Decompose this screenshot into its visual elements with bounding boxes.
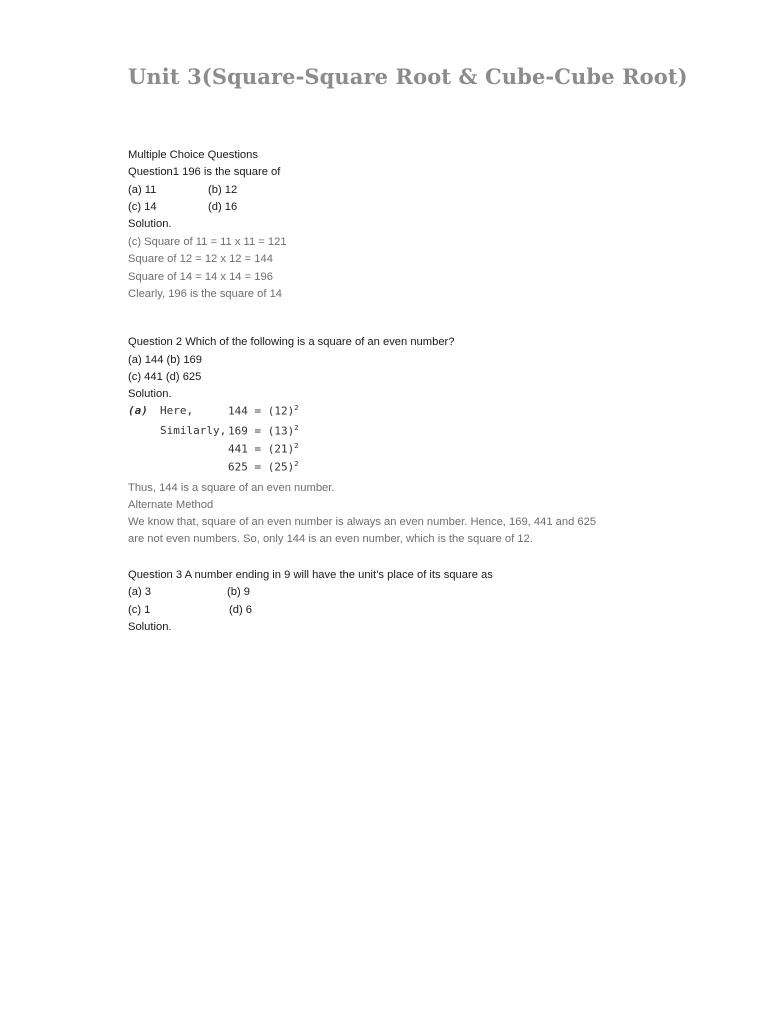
option-d: (d) 6 bbox=[229, 604, 253, 616]
question-1-text: Question1 196 is the square of bbox=[128, 166, 281, 178]
figure-equation-4: $625 = (25)^2$ bbox=[228, 460, 299, 474]
solution-label: Solution. bbox=[128, 218, 172, 230]
solution-line: Thus, 144 is a square of an even number. bbox=[128, 482, 335, 494]
figure-equation-2: $169 = (13)^2$ bbox=[228, 424, 299, 438]
option-d: (d) 16 bbox=[208, 201, 238, 213]
solution-line: (c) Square of 11 = 11 x 11 = 121 bbox=[128, 236, 287, 248]
solution-line: Clearly, 196 is the square of 14 bbox=[128, 288, 283, 300]
question-3-options-row-2 bbox=[128, 603, 328, 618]
figure-here-label: Here, bbox=[160, 404, 194, 417]
question-2-text: Question 2 Which of the following is a square of an even number? bbox=[128, 336, 455, 348]
page-title: Unit 3(Square-Square Root & Cube-Cube Root) bbox=[128, 64, 688, 89]
question-3-options-row-1 bbox=[128, 585, 328, 600]
question-1-options-row-2 bbox=[128, 200, 328, 215]
solution-label: Solution. bbox=[128, 388, 172, 400]
figure-equation-3: $441 = (21)^2$ bbox=[228, 442, 299, 456]
option-a: (a) 3 bbox=[128, 586, 152, 598]
figure-equation-1: $144 = (12)^2$ bbox=[228, 404, 299, 418]
solution-line: Square of 12 = 12 x 12 = 144 bbox=[128, 253, 273, 265]
solution-line: Alternate Method bbox=[128, 499, 214, 511]
figure-option-label: (a) bbox=[128, 404, 148, 417]
question-2-options-row-2: (c) 441 (d) 625 bbox=[128, 371, 202, 383]
option-c: (c) 1 bbox=[128, 604, 151, 616]
option-b: (b) 9 bbox=[227, 586, 251, 598]
option-c: (c) 14 bbox=[128, 201, 157, 213]
question-2-options-row-1: (a) 144 (b) 169 bbox=[128, 354, 203, 366]
solution-line: Square of 14 = 14 x 14 = 196 bbox=[128, 271, 273, 283]
solution-figure bbox=[128, 400, 298, 478]
question-1-options-row-1 bbox=[128, 183, 328, 198]
section-heading: Multiple Choice Questions bbox=[128, 149, 258, 161]
figure-similarly-label: Similarly, bbox=[160, 424, 227, 437]
option-a: (a) 11 bbox=[128, 184, 157, 196]
question-3-text: Question 3 A number ending in 9 will have the unit’s place of its square as bbox=[128, 569, 493, 581]
solution-label: Solution. bbox=[128, 621, 172, 633]
option-b: (b) 12 bbox=[208, 184, 238, 196]
solution-line: We know that, square of an even number is always an even number. Hence, 169, 441 and 625 bbox=[128, 516, 597, 528]
solution-line: are not even numbers. So, only 144 is an even number, which is the square of 12. bbox=[128, 533, 533, 545]
